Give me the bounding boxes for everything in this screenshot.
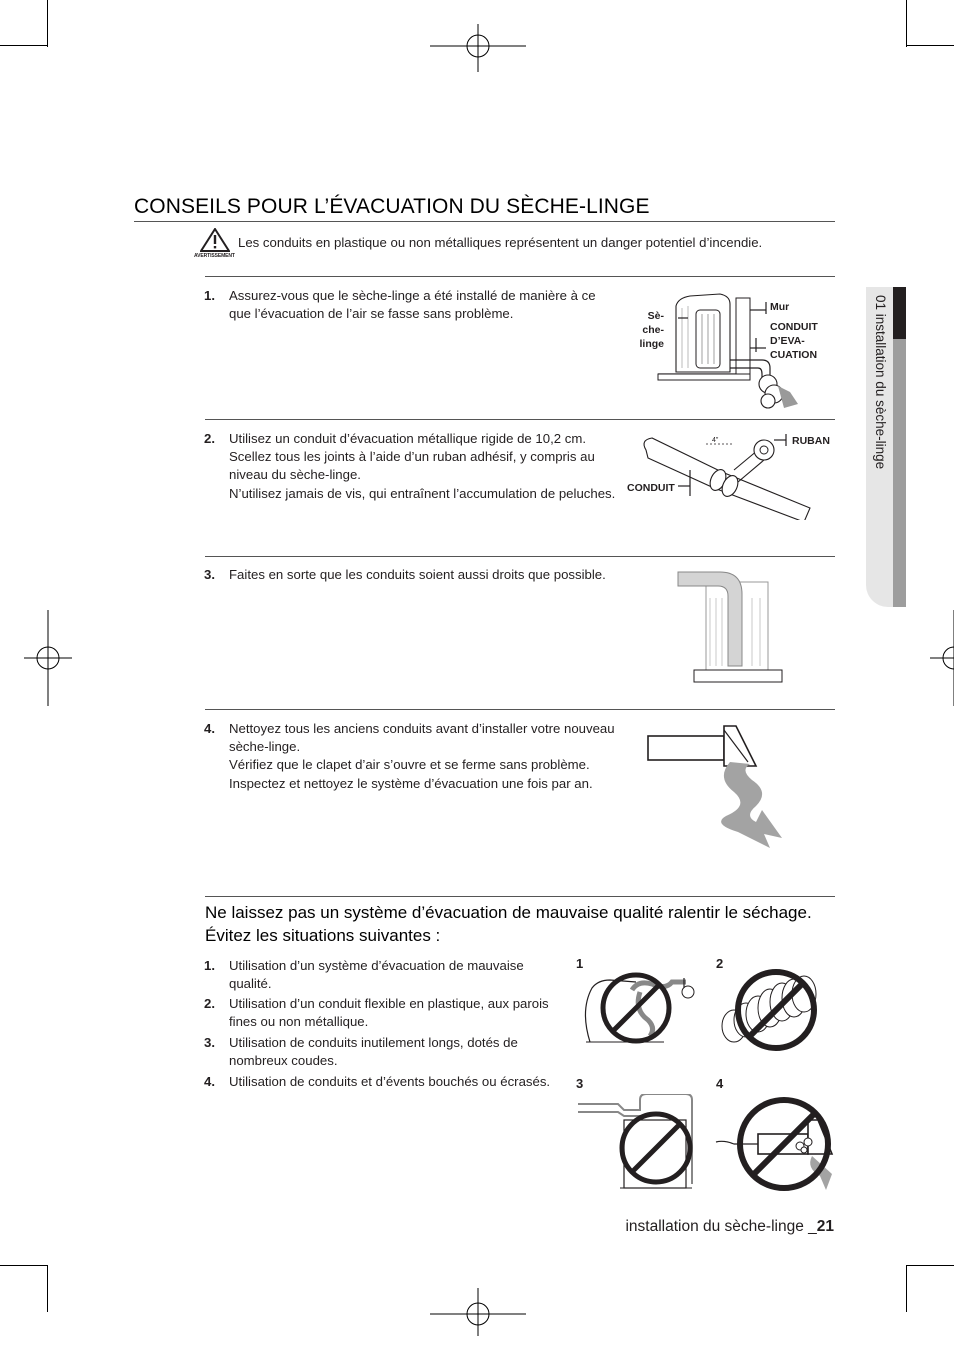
warning-icon bbox=[200, 228, 230, 252]
warning-rule bbox=[205, 276, 835, 277]
step-number: 4. bbox=[204, 721, 215, 736]
step-text: Nettoyez tous les anciens conduits avant d’installer votre nouveau sèche-linge. bbox=[229, 721, 615, 755]
step-rule bbox=[205, 896, 835, 897]
label-tape: RUBAN bbox=[792, 435, 830, 447]
crop-mark bbox=[906, 0, 907, 47]
step-rule bbox=[205, 419, 835, 420]
crop-mark bbox=[47, 1265, 48, 1312]
label-duct: CONDUIT bbox=[627, 482, 675, 494]
step-text: Utilisez un conduit d’évacuation métallique rigide de 10,2 cm. Scellez tous les joints à l’aide d’un ruban adhésif, y compris au niveau du sèche-linge. bbox=[229, 431, 595, 483]
prohibited-poor-exhaust-icon bbox=[576, 970, 698, 1048]
section-title: CONSEILS POUR L’ÉVACUATION DU SÈCHE-LINGE bbox=[134, 195, 650, 218]
prohibited-long-duct-icon bbox=[576, 1094, 698, 1192]
step-4 bbox=[204, 720, 616, 793]
avoid-heading: Ne laissez pas un système d’évacuation de mauvaise qualité ralentir le séchage. Évitez les situations suivantes : bbox=[205, 903, 812, 945]
step-text: Vérifiez que le clapet d’air s’ouvre et se ferme sans problème. bbox=[229, 757, 590, 773]
crop-mark bbox=[906, 1265, 907, 1312]
list-text: Utilisation d’un système d’évacuation de mauvaise qualité. bbox=[229, 958, 524, 992]
step-text: N’utilisez jamais de vis, qui entraînent l’accumulation de peluches. bbox=[229, 485, 616, 501]
figure-number: 2 bbox=[716, 956, 724, 971]
crop-mark bbox=[0, 1265, 47, 1266]
step-rule bbox=[205, 556, 835, 557]
list-number: 2. bbox=[204, 996, 215, 1011]
air-flap-illustration bbox=[646, 722, 812, 862]
label-dryer: Sè- che- linge bbox=[639, 310, 664, 350]
list-number: 3. bbox=[204, 1035, 215, 1050]
title-rule bbox=[134, 221, 835, 222]
label-wall: Mur bbox=[770, 301, 790, 313]
label-duct-size: 4" bbox=[712, 437, 719, 444]
registration-mark-top bbox=[430, 0, 526, 96]
registration-mark-right bbox=[906, 610, 954, 706]
list-text: Utilisation de conduits inutilement longs, dotés de nombreux coudes. bbox=[229, 1035, 518, 1069]
step-text: Assurez-vous que le sèche-linge a été installé de manière à ce que l’évacuation de l’air se fasse sans problème. bbox=[229, 288, 596, 322]
step-number: 3. bbox=[204, 567, 215, 582]
step-text: Faites en sorte que les conduits soient aussi droits que possible. bbox=[229, 567, 606, 582]
list-number: 1. bbox=[204, 958, 215, 973]
figure-number: 1 bbox=[576, 956, 584, 971]
list-item bbox=[204, 995, 564, 1031]
straight-duct-illustration bbox=[676, 570, 786, 686]
crop-mark bbox=[47, 0, 48, 47]
list-text: Utilisation d’un conduit flexible en plastique, aux parois fines ou non métallique. bbox=[229, 996, 549, 1030]
step-1 bbox=[204, 287, 616, 323]
step-2 bbox=[204, 430, 616, 503]
prohibited-flexible-duct-icon bbox=[716, 968, 836, 1052]
list-item bbox=[204, 957, 564, 993]
step-rule bbox=[205, 709, 835, 710]
side-tab-label: 01 installation du sèche-linge bbox=[873, 295, 888, 470]
page-number: 21 bbox=[816, 1218, 834, 1235]
warning-label: AVERTISSEMENT bbox=[194, 253, 235, 259]
list-text: Utilisation de conduits et d’évents bouchés ou écrasés. bbox=[229, 1074, 551, 1089]
registration-mark-left bbox=[0, 610, 96, 706]
figure-number: 3 bbox=[576, 1076, 584, 1091]
warning-text: Les conduits en plastique ou non métalliques représentent un danger potentiel d’incendie. bbox=[238, 235, 763, 250]
step-number: 1. bbox=[204, 288, 215, 303]
step-3 bbox=[204, 566, 616, 584]
figure-number: 4 bbox=[716, 1076, 724, 1091]
footer-text: installation du sèche-linge _ bbox=[625, 1218, 817, 1235]
list-item bbox=[204, 1073, 564, 1091]
prohibited-blocked-vent-icon bbox=[714, 1090, 838, 1194]
side-tab-marker bbox=[893, 287, 906, 339]
crop-mark bbox=[907, 1265, 954, 1266]
crop-mark bbox=[0, 45, 47, 46]
list-number: 4. bbox=[204, 1074, 215, 1089]
step-text: Inspectez et nettoyez le système d’évacuation une fois par an. bbox=[229, 775, 593, 791]
crop-mark bbox=[907, 45, 954, 46]
side-tab-bar bbox=[893, 339, 906, 607]
label-vent-duct: CONDUIT D’EVA- CUATION bbox=[770, 321, 818, 361]
page-footer bbox=[625, 1218, 834, 1236]
step-number: 2. bbox=[204, 431, 215, 446]
taped-duct-illustration bbox=[642, 430, 812, 520]
registration-mark-bottom bbox=[430, 1264, 526, 1360]
list-item bbox=[204, 1034, 564, 1070]
